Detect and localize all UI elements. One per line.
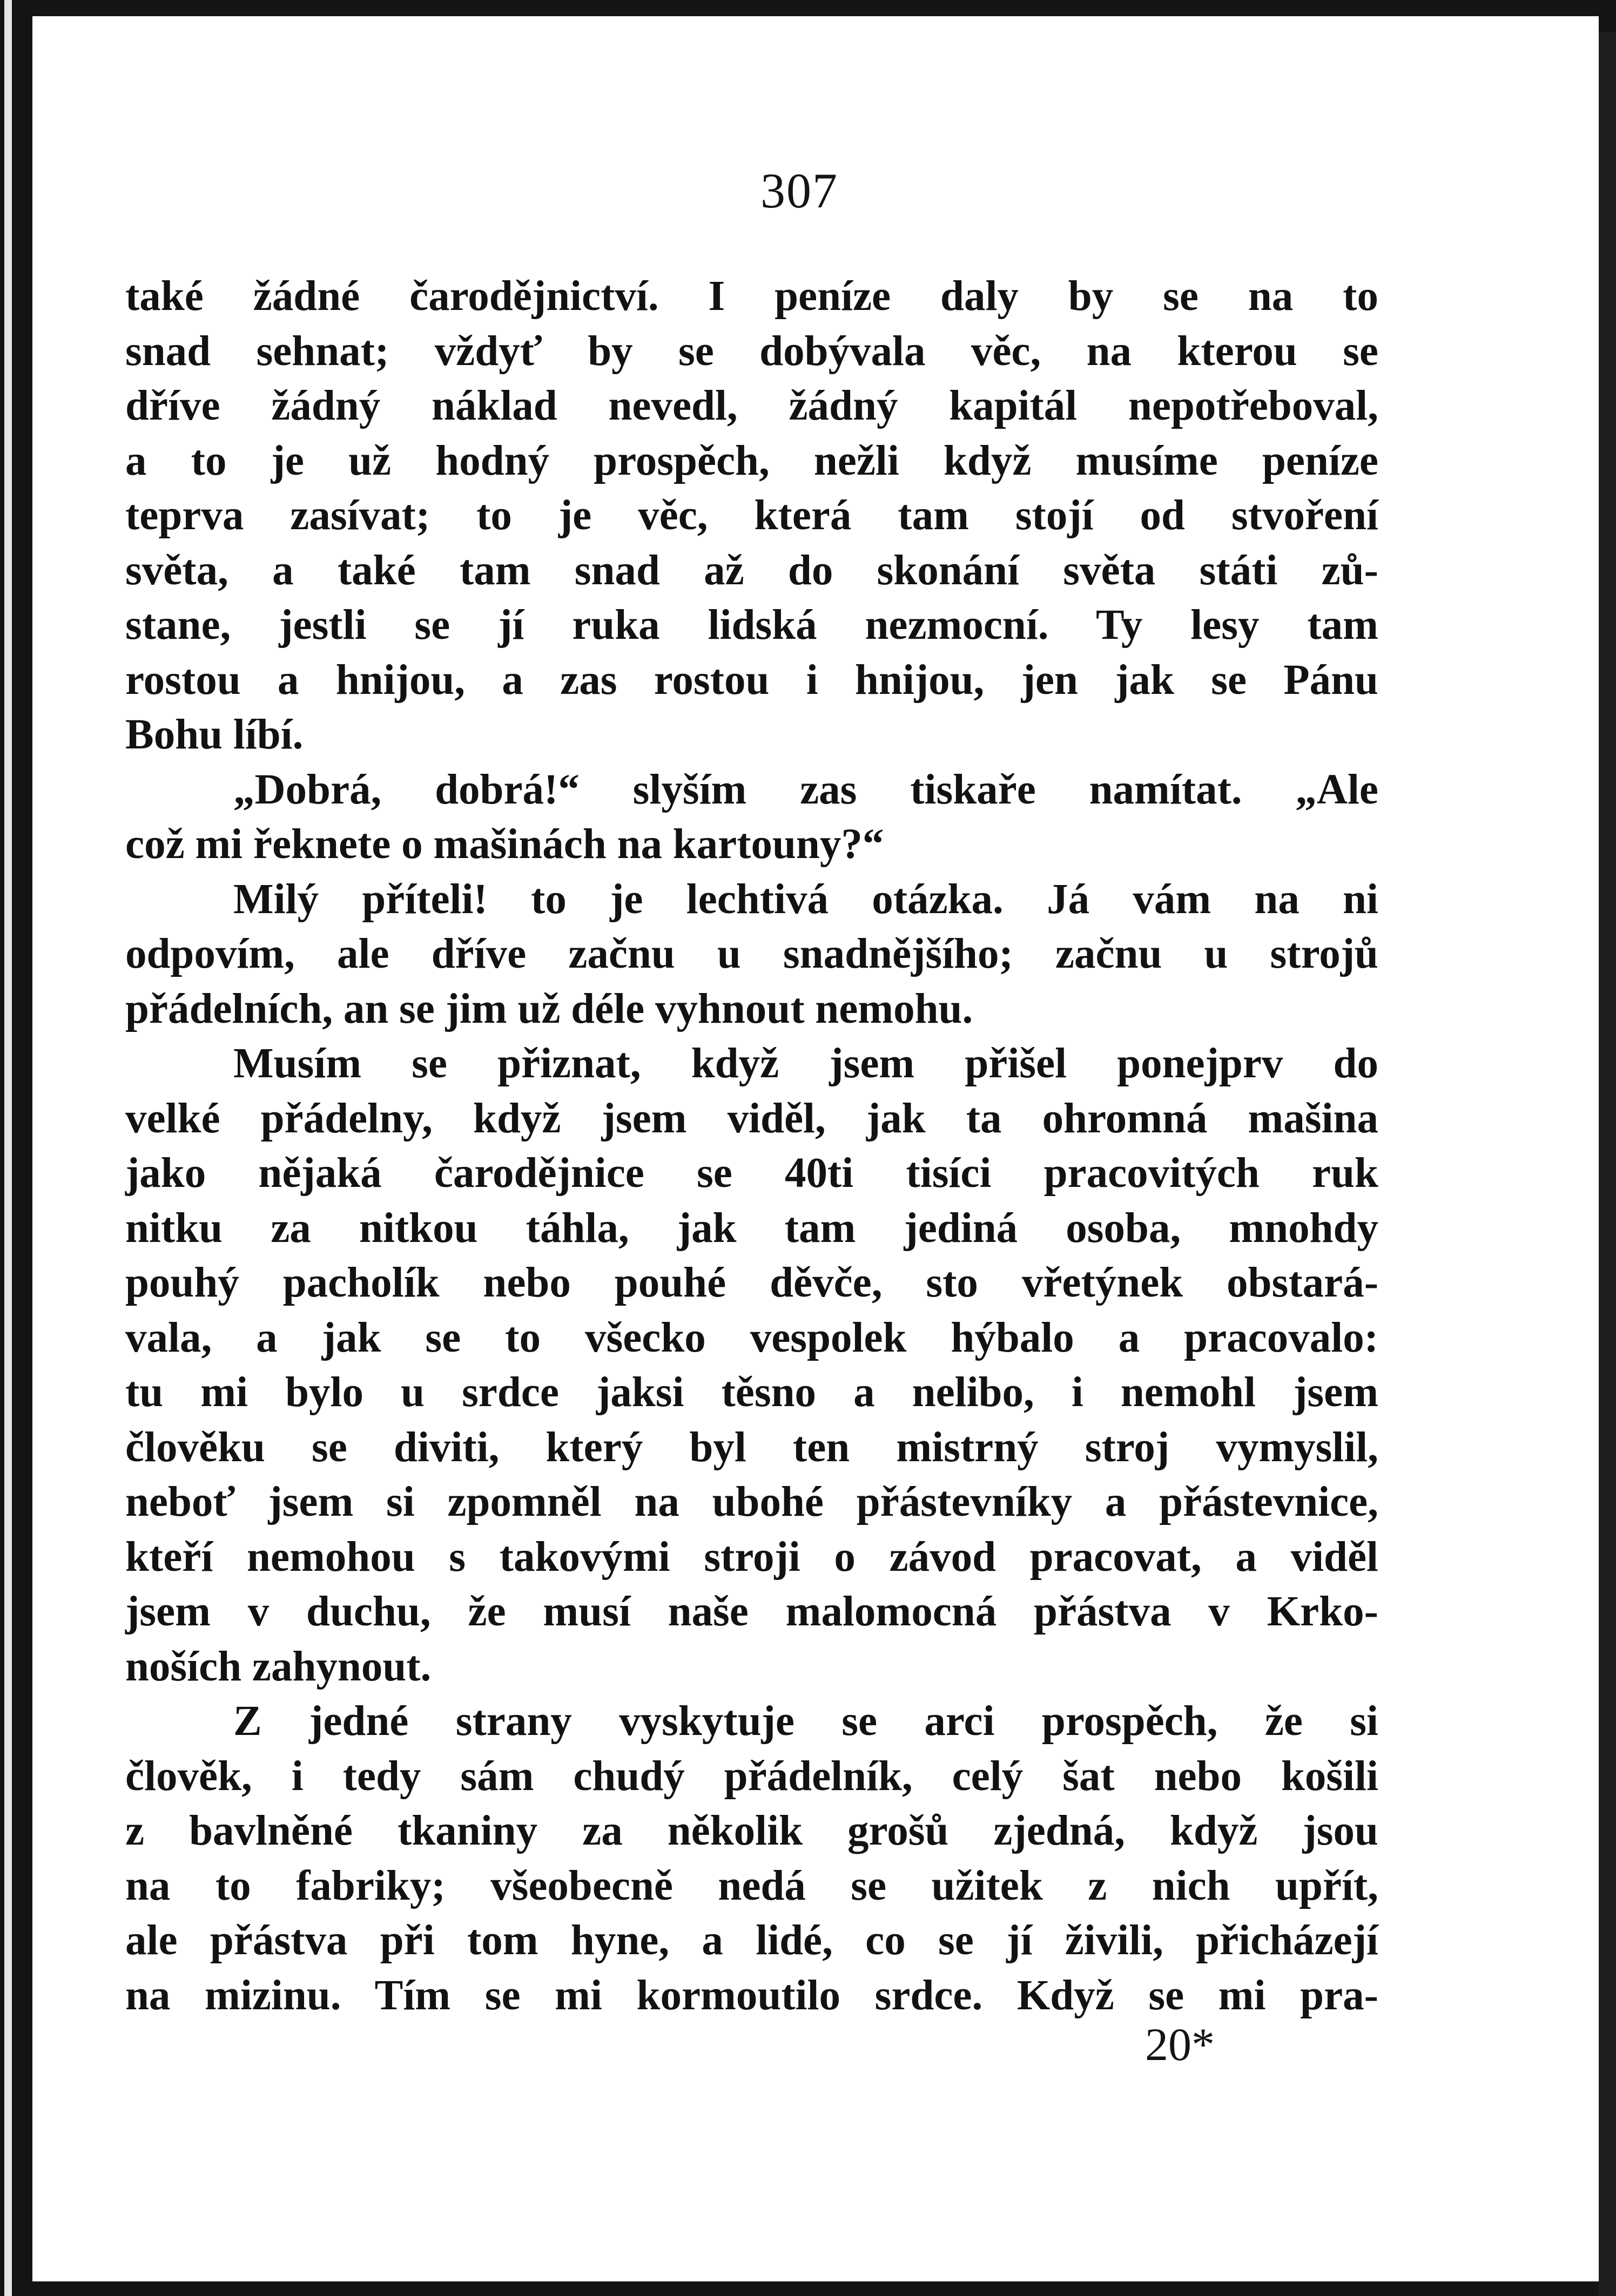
text-line: nitku za nitkou táhla, jak tam jediná osoba, mnohdy — [125, 1204, 1378, 1252]
text-line: Z jedné strany vyskytuje se arci prospěch, že si — [233, 1698, 1378, 1745]
text-line: jako nějaká čarodějnice se 40ti tisíci pracovitých ruk — [125, 1150, 1378, 1197]
text-line: teprva zasívat; to je věc, která tam stojí od stvoření — [125, 492, 1378, 539]
signature-mark: 20* — [1145, 2018, 1215, 2070]
body-text — [125, 269, 1378, 2023]
text-line: tu mi bylo u srdce jaksi těsno a nelibo, i nemohl jsem — [125, 1369, 1378, 1416]
text-line: vala, a jak se to všecko vespolek hýbalo a pracovalo: — [125, 1314, 1378, 1361]
text-line: což mi řeknete o mašinách na kartouny?“ — [125, 821, 884, 868]
text-line: kteří nemohou s takovými stroji o závod pracovat, a viděl — [125, 1533, 1378, 1581]
text-line: Bohu líbí. — [125, 711, 304, 758]
text-line: Milý příteli! to je lechtivá otázka. Já vám na ni — [233, 875, 1378, 923]
text-line: člověku se diviti, který byl ten mistrný stroj vymyslil, — [125, 1423, 1378, 1471]
text-line: z bavlněné tkaniny za několik grošů zjedná, když jsou — [125, 1807, 1378, 1854]
text-line: Musím se přiznat, když jsem přišel ponejprv do — [233, 1040, 1378, 1087]
text-line: „Dobrá, dobrá!“ slyším zas tiskaře namítat. „Ale — [233, 766, 1378, 813]
text-line: noších zahynout. — [125, 1643, 432, 1690]
text-line: rostou a hnijou, a zas rostou i hnijou, jen jak se Pánu — [125, 656, 1378, 704]
left-page-edge — [4, 0, 12, 2296]
text-line: člověk, i tedy sám chudý přádelník, celý šat nebo košili — [125, 1752, 1378, 1800]
text-line: neboť jsem si zpomněl na ubohé přástevníky a přástevnice, — [125, 1478, 1378, 1525]
text-line: na mizinu. Tím se mi kormoutilo srdce. Když se mi pra- — [125, 1971, 1378, 2019]
text-line: odpovím, ale dříve začnu u snadnějšího; začnu u strojů — [125, 930, 1378, 977]
text-line: snad sehnat; vždyť by se dobývala věc, na kterou se — [125, 327, 1378, 375]
text-line: a to je už hodný prospěch, nežli když musíme peníze — [125, 437, 1378, 484]
text-line: stane, jestli se jí ruka lidská nezmocní. Ty lesy tam — [125, 602, 1378, 649]
text-line: dříve žádný náklad nevedl, žádný kapitál nepotřeboval, — [125, 382, 1378, 429]
text-line: jsem v duchu, že musí naše malomocná přástva v Krko- — [125, 1588, 1378, 1635]
page-number: 307 — [760, 163, 838, 218]
text-line: světa, a také tam snad až do skonání světa státi zů- — [125, 546, 1378, 594]
text-line: pouhý pacholík nebo pouhé děvče, sto vřetýnek obstará- — [125, 1259, 1378, 1306]
text-line: přádelních, an se jim už déle vyhnout nemohu. — [125, 985, 973, 1032]
text-line: na to fabriky; všeobecně nedá se užitek z nich upřít, — [125, 1862, 1378, 1909]
text-line: velké přádelny, když jsem viděl, jak ta ohromná mašina — [125, 1095, 1378, 1142]
text-line: ale přástva při tom hyne, a lidé, co se jí živili, přicházejí — [125, 1917, 1378, 1964]
right-border-shadow — [1599, 32, 1616, 2296]
text-line: také žádné čarodějnictví. I peníze daly by se na to — [125, 273, 1378, 320]
